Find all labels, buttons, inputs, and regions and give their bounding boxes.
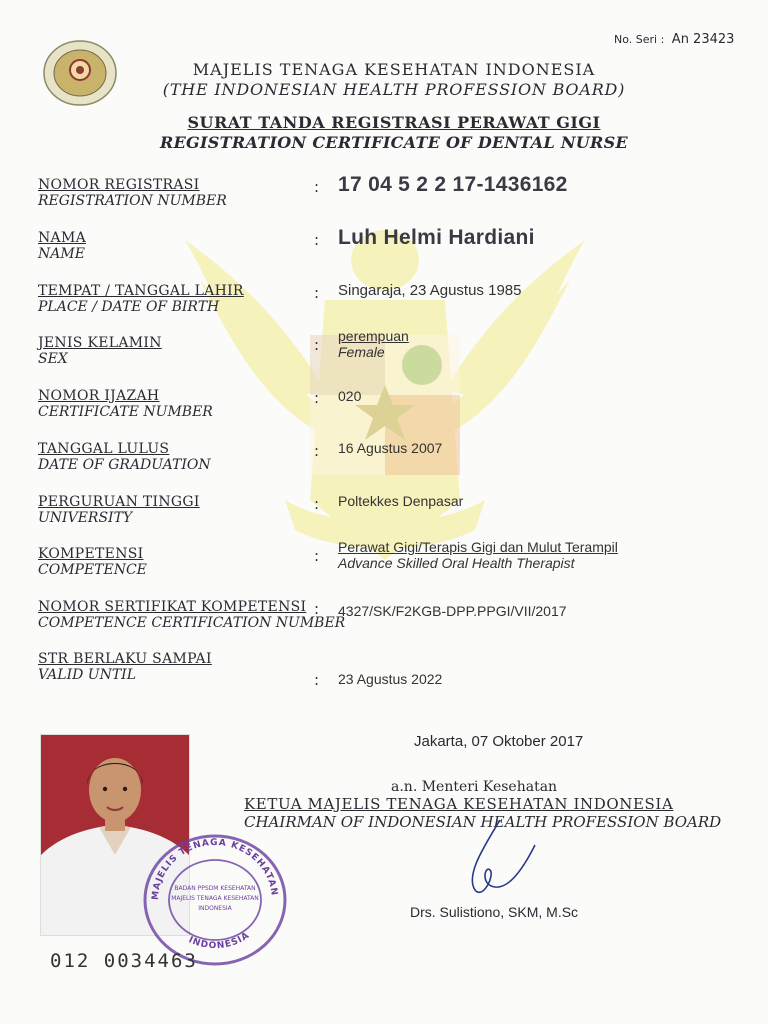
org-name-id: MAJELIS TENAGA KESEHATAN INDONESIA [192, 60, 596, 79]
stamp-center-line-1: BADAN PPSDM KESEHATAN [174, 885, 256, 892]
comp-cert-value: 4327/SK/F2KGB-DPP.PPGI/VII/2017 [338, 603, 567, 619]
sex-label-en: SEX [38, 351, 68, 367]
reg-no-label-id: NOMOR REGISTRASI [38, 177, 200, 193]
cert-no-value: 020 [338, 388, 362, 404]
valid-label-id: STR BERLAKU SAMPAI [38, 651, 212, 667]
sex-label [38, 335, 162, 367]
certificate-title-en: REGISTRATION CERTIFICATE OF DENTAL NURSE [159, 133, 629, 152]
signer-name: Drs. Sulistiono, SKM, M.Sc [410, 904, 579, 920]
cert-no-label-id: NOMOR IJAZAH [38, 388, 160, 404]
grad-value: 16 Agustus 2007 [338, 440, 443, 456]
reg-no-label [38, 177, 227, 209]
colon: : [314, 389, 320, 407]
reg-no-value: 17 04 5 2 2 17-1436162 [338, 173, 568, 196]
name-label-en: NAME [38, 246, 85, 262]
grad-label [38, 441, 211, 473]
comp-cert-label-en: COMPETENCE CERTIFICATION NUMBER [38, 615, 346, 631]
chairman-title-en: CHAIRMAN OF INDONESIAN HEALTH PROFESSION BOARD [244, 813, 722, 831]
birth-label-en: PLACE / DATE OF BIRTH [38, 299, 220, 315]
name-label [38, 230, 86, 262]
cert-no-label-en: CERTIFICATE NUMBER [38, 404, 213, 420]
reg-no-label-en: REGISTRATION NUMBER [38, 193, 227, 209]
stamp-center-line-3: INDONESIA [198, 905, 232, 912]
sex-value [338, 329, 409, 360]
colon: : [314, 442, 320, 460]
chairman-title-id: KETUA MAJELIS TENAGA KESEHATAN INDONESIA [244, 795, 674, 813]
competence-label-id: KOMPETENSI [38, 546, 144, 562]
grad-label-en: DATE OF GRADUATION [38, 457, 211, 473]
stamp-center-line-2: MAJELIS TENAGA KESEHATAN [171, 895, 259, 902]
on-behalf-of: a.n. Menteri Kesehatan [391, 779, 558, 795]
colon: : [314, 284, 320, 302]
valid-value: 23 Agustus 2022 [338, 671, 443, 687]
univ-label-id: PERGURUAN TINGGI [38, 494, 200, 510]
competence-label [38, 546, 147, 578]
colon: : [314, 336, 320, 354]
photo-serial-number: 012 0034463 [50, 950, 198, 972]
competence-value [338, 540, 618, 571]
colon: : [314, 600, 320, 618]
univ-label [38, 494, 200, 526]
name-label-id: NAMA [38, 230, 87, 246]
serial-value: An 23423 [671, 32, 735, 47]
competence-value-id: Perawat Gigi/Terapis Gigi dan Mulut Terampil [338, 539, 618, 555]
competence-label-en: COMPETENCE [38, 562, 147, 578]
colon: : [314, 495, 320, 513]
certificate-title-id: SURAT TANDA REGISTRASI PERAWAT GIGI [187, 113, 601, 132]
valid-label-en: VALID UNTIL [38, 667, 136, 683]
grad-label-id: TANGGAL LULUS [38, 441, 170, 457]
birth-label-id: TEMPAT / TANGGAL LAHIR [38, 283, 244, 299]
name-value: Luh Helmi Hardiani [338, 226, 535, 249]
svg-text:INDONESIA [187, 931, 252, 952]
serial-label: No. Seri : [614, 33, 665, 46]
colon: : [314, 547, 320, 565]
univ-label-en: UNIVERSITY [38, 510, 133, 526]
stamp-ring-top: MAJELIS TENAGA KESEHATAN [150, 837, 279, 901]
colon: : [314, 231, 320, 249]
sex-label-id: JENIS KELAMIN [38, 335, 162, 351]
competence-value-en: Advance Skilled Oral Health Therapist [338, 555, 575, 571]
sex-value-id: perempuan [338, 328, 409, 344]
signature [455, 815, 545, 905]
org-name-en: (THE INDONESIAN HEALTH PROFESSION BOARD) [162, 80, 626, 99]
birth-value: Singaraja, 23 Agustus 1985 [338, 282, 522, 299]
official-stamp [140, 828, 290, 968]
cert-no-label [38, 388, 213, 420]
comp-cert-label-id: NOMOR SERTIFIKAT KOMPETENSI [38, 599, 307, 615]
colon: : [314, 671, 320, 689]
comp-cert-label [38, 599, 345, 631]
stamp-ring-bottom: INDONESIA [186, 930, 252, 952]
univ-value: Poltekkes Denpasar [338, 493, 464, 509]
sex-value-en: Female [338, 344, 385, 360]
birth-label [38, 283, 244, 315]
place-date: Jakarta, 07 Oktober 2017 [414, 733, 584, 750]
valid-label [38, 651, 212, 683]
serial-number [614, 32, 734, 47]
colon: : [314, 178, 320, 196]
